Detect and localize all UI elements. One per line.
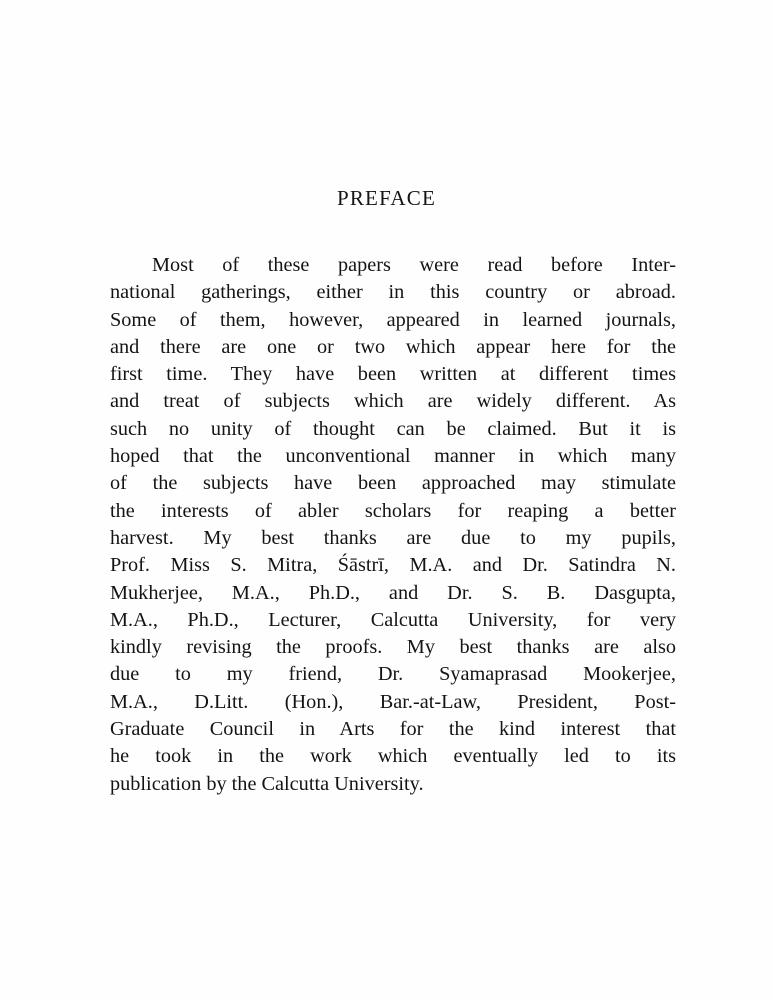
paragraph-line: of the subjects have been approached may stimulate [110, 472, 676, 495]
paragraph-line: publication by the Calcutta University. [110, 772, 424, 795]
paragraph-line: first time. They have been written at different times [110, 363, 676, 386]
paragraph-line: harvest. My best thanks are due to my pupils, [110, 526, 676, 549]
paragraph-line: the interests of abler scholars for reaping a better [110, 499, 676, 522]
paragraph-line: M.A., Ph.D., Lecturer, Calcutta University, for very [110, 608, 676, 631]
preface-paragraph [110, 252, 676, 798]
paragraph-line: he took in the work which eventually led to its [110, 745, 676, 768]
paragraph-line: Most of these papers were read before Inter- [152, 254, 676, 276]
paragraph-line: and treat of subjects which are widely different. As [110, 390, 676, 413]
paragraph-line: Graduate Council in Arts for the kind interest that [110, 718, 676, 741]
paragraph-line: national gatherings, either in this country or abroad. [110, 281, 676, 304]
paragraph-line: hoped that the unconventional manner in which many [110, 445, 676, 468]
paragraph-line: such no unity of thought can be claimed. But it is [110, 417, 676, 440]
page-title: PREFACE [336, 186, 437, 210]
paragraph-line: due to my friend, Dr. Syamaprasad Mookerjee, [110, 663, 676, 686]
paragraph-line: Mukherjee, M.A., Ph.D., and Dr. S. B. Dasgupta, [110, 581, 676, 604]
paragraph-line: kindly revising the proofs. My best thanks are also [110, 636, 676, 659]
paragraph-line: Prof. Miss S. Mitra, Śāstrī, M.A. and Dr. Satindra N. [110, 554, 676, 577]
paragraph-line: M.A., D.Litt. (Hon.), Bar.-at-Law, President, Post- [110, 690, 676, 713]
paragraph-line: Some of them, however, appeared in learned journals, [110, 308, 676, 331]
paragraph-line: and there are one or two which appear here for the [110, 335, 676, 358]
